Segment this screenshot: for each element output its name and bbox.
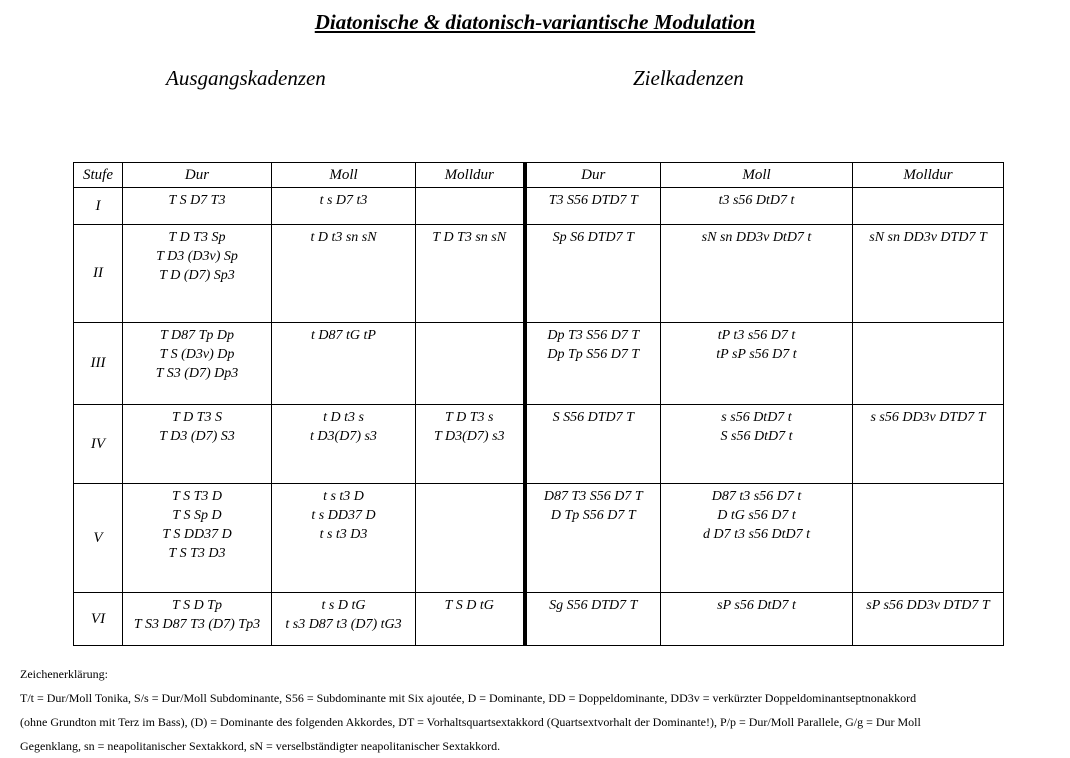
table-cell [853,484,1004,593]
header-moll: Moll [272,163,416,188]
table-cell [661,484,853,593]
cadence-line: t s3 D87 t3 (D7) tG3 [285,617,402,632]
table-cell [123,225,272,323]
table-row [74,323,1004,405]
cadence-line: D87 T3 S56 D7 T [543,489,643,504]
cadence-line: T S D7 T3 [168,193,226,208]
cadence-line: S s56 DtD7 t [720,429,793,444]
cadence-line: T S3 D87 T3 (D7) Tp3 [133,617,261,632]
cadence-line: sP s56 DD3v DTD7 T [866,598,990,613]
cadence-line: D tG s56 D7 t [717,508,796,523]
table-cell [853,593,1004,646]
cadence-line: Dp Tp S56 D7 T [547,347,640,362]
table-cell [525,188,661,225]
cadence-line: T S DD37 D [162,527,232,542]
cadence-line: T S D tG [444,598,494,613]
legend-heading: Zeichenerklärung: [20,667,108,681]
table-cell [123,484,272,593]
cadence-line: s s56 DD3v DTD7 T [870,410,986,425]
legend [20,662,1060,758]
cadence-line: t D87 tG tP [311,328,376,343]
cadence-line: Sp S6 DTD7 T [552,230,634,245]
cadence-line: sN sn DD3v DtD7 t [701,230,812,245]
modulation-table [73,162,1004,646]
table-cell [123,405,272,484]
table-cell [853,405,1004,484]
stufe-cell: IV [74,405,123,484]
table-cell [272,405,416,484]
cadence-line: Sg S56 DTD7 T [549,598,638,613]
table-cell [661,188,853,225]
cadence-line: D87 t3 s56 D7 t [711,489,802,504]
table-cell [525,484,661,593]
table-header-row [74,163,1004,188]
stufe-cell: V [74,484,123,593]
cadence-line: t s D tG [321,598,366,613]
table-cell [123,323,272,405]
cadence-line: T D87 Tp Dp [159,328,235,343]
cadence-line: Dp T3 S56 D7 T [547,328,640,343]
cadence-line: T D3 (D3v) Sp [156,249,238,264]
heading-ausgangskadenzen: Ausgangskadenzen [166,66,326,90]
table-cell [853,188,1004,225]
header-dur: Dur [123,163,272,188]
table-cell [416,188,525,225]
table-row [74,405,1004,484]
cadence-line: S S56 DTD7 T [552,410,634,425]
header-ziel-molldur: Molldur [853,163,1004,188]
cadence-line: T S (D3v) Dp [159,347,235,362]
cadence-line: t D3(D7) s3 [310,429,377,444]
table-cell [525,225,661,323]
cadence-line: T D3 (D7) S3 [159,429,235,444]
cadence-line: T S D Tp [172,598,222,613]
table-row [74,225,1004,323]
table-cell [272,225,416,323]
cadence-line: t3 s56 DtD7 t [718,193,795,208]
table-cell [416,405,525,484]
cadence-line: T D T3 S [172,410,222,425]
legend-line-2: (ohne Grundton mit Terz im Bass), (D) = Dominante des folgenden Akkordes, DT = Vorhaltsquartsextakkord (Quartsextvorhalt der Dominante!), P/p = Dur/Moll Parallele, G/g = Dur Moll [20,715,921,729]
table-cell [272,323,416,405]
cadence-line: t s t3 D [323,489,364,504]
table-cell [416,323,525,405]
table-cell [416,225,525,323]
table-cell [272,484,416,593]
table-cell [661,225,853,323]
cadence-line: t D t3 s [323,410,364,425]
legend-line-3: Gegenklang, sn = neapolitanischer Sextakkord, sN = verselbständigter neapolitanischer Sextakkord. [20,739,501,753]
cadence-line: D Tp S56 D7 T [550,508,636,523]
cadence-line: tP sP s56 D7 t [716,347,797,362]
cadence-line: T D T3 Sp [168,230,226,245]
cadence-line: T S3 (D7) Dp3 [155,366,239,381]
cadence-line: tP t3 s56 D7 t [717,328,796,343]
cadence-line: T D3(D7) s3 [433,429,505,444]
table-cell [661,593,853,646]
cadence-line: T S T3 D3 [168,546,226,561]
table-cell [661,405,853,484]
cadence-line: T S Sp D [172,508,222,523]
table-cell [853,225,1004,323]
table-cell [853,323,1004,405]
table-row [74,593,1004,646]
stufe-cell: I [74,188,123,225]
stufe-cell: VI [74,593,123,646]
cadence-line: T D T3 s [445,410,494,425]
table-cell [525,405,661,484]
cadence-line: T S T3 D [172,489,222,504]
stufe-cell: III [74,323,123,405]
document-title: Diatonische & diatonisch-variantische Modulation [314,10,756,34]
header-ziel-dur: Dur [525,163,661,188]
table-cell [272,593,416,646]
cadence-line: d D7 t3 s56 DtD7 t [703,527,810,542]
table-row [74,484,1004,593]
table-cell [661,323,853,405]
table-cell [525,593,661,646]
cadence-line: T3 S56 DTD7 T [548,193,638,208]
cadence-line: T D (D7) Sp3 [159,268,235,283]
cadence-line: s s56 DtD7 t [721,410,792,425]
cadence-line: t s t3 D3 [319,527,368,542]
header-molldur: Molldur [416,163,525,188]
table-cell [416,593,525,646]
header-stufe: Stufe [74,163,123,188]
cadence-line: sN sn DD3v DTD7 T [869,230,987,245]
table-cell [416,484,525,593]
header-ziel-moll: Moll [661,163,853,188]
table-cell [123,188,272,225]
table-cell [272,188,416,225]
table-row [74,188,1004,225]
table-cell [123,593,272,646]
legend-line-1: T/t = Dur/Moll Tonika, S/s = Dur/Moll Subdominante, S56 = Subdominante mit Six ajoutée, D = Dominante, DD = Doppeldominante, DD3v = verkürzter Doppeldominantseptnonakkord [20,691,917,705]
cadence-line: t s DD37 D [311,508,376,523]
heading-zielkadenzen: Zielkadenzen [633,66,744,90]
table-cell [525,323,661,405]
cadence-line: T D T3 sn sN [432,230,507,245]
cadence-line: t s D7 t3 [319,193,368,208]
stufe-cell: II [74,225,123,323]
cadence-line: t D t3 sn sN [310,230,377,245]
cadence-line: sP s56 DtD7 t [717,598,796,613]
